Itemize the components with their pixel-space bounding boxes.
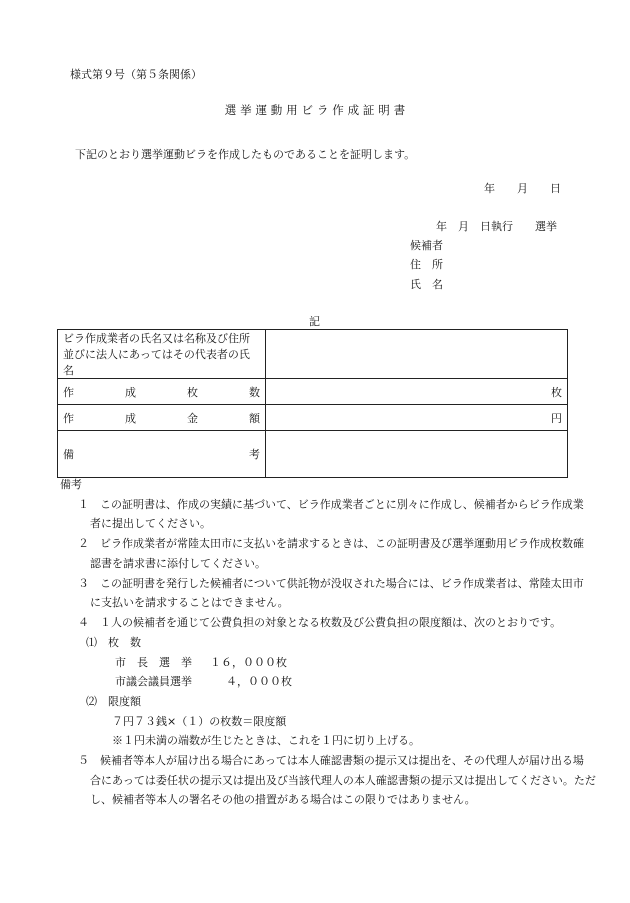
table-row xyxy=(58,405,568,431)
amount-label: 作 成 金 額 xyxy=(58,405,266,431)
quantity-label: 作 成 枚 数 xyxy=(58,379,266,405)
note-1: １ この証明書は、作成の実績に基づいて、ビラ作成業者ごとに別々に作成し、候補者からビラ作成業 xyxy=(78,498,584,511)
council-value: ４，０００枚 xyxy=(226,675,292,688)
note-1-cont: 者に提出してください。 xyxy=(90,517,211,530)
candidate-label: 候補者 xyxy=(410,239,443,252)
amount-value: 円 xyxy=(266,405,568,431)
notes-header: 備考 xyxy=(60,478,82,491)
council-label: 市議会議員選挙 xyxy=(115,675,192,688)
form-id: 様式第９号（第５条関係） xyxy=(70,68,202,81)
rounding-note: ※１円未満の端数が生じたときは、これを１円に切り上げる。 xyxy=(112,734,420,747)
certificate-table xyxy=(57,329,568,478)
table-row xyxy=(58,431,568,478)
quantity-value: 枚 xyxy=(266,379,568,405)
date-month: 月 xyxy=(517,182,528,195)
vendor-value xyxy=(266,330,568,379)
election-line: 年 月 日執行 選挙 xyxy=(436,220,557,233)
formula: ７円７３銭×（１）の枚数＝限度額 xyxy=(112,715,287,728)
page-title: 選 挙 運 動 用 ビ ラ 作 成 証 明 書 xyxy=(224,103,406,117)
note-4-sub2: ⑵ 限度額 xyxy=(86,695,141,708)
name-label: 氏 名 xyxy=(410,278,443,291)
note-3-cont: に支払いを請求することはできません。 xyxy=(90,596,289,609)
note-5-cont1: 合にあっては委任状の提示又は提出及び当該代理人の本人確認書類の提示又は提出してください。ただ xyxy=(90,774,596,787)
mayor-value: １６，０００枚 xyxy=(210,656,287,669)
note-2-cont: 認書を請求書に添付してください。 xyxy=(90,557,266,570)
table-row xyxy=(58,379,568,405)
ki-heading: 記 xyxy=(309,315,320,328)
date-year: 年 xyxy=(484,182,495,195)
note-5: ５ 候補者等本人が届け出る場合にあっては本人確認書類の提示又は提出を、その代理人が届け出る場 xyxy=(78,754,584,767)
date-day: 日 xyxy=(550,182,561,195)
note-2: ２ ビラ作成業者が常陸太田市に支払いを請求するときは、この証明書及び選挙運動用ビラ作成枚数確 xyxy=(78,537,584,550)
note-5-cont2: し、候補者等本人の署名その他の措置がある場合はこの限りではありません。 xyxy=(90,793,476,806)
note-4-sub1: ⑴ 枚 数 xyxy=(86,636,141,649)
table-row xyxy=(58,330,568,379)
mayor-label: 市 長 選 挙 xyxy=(115,656,192,669)
remarks-value xyxy=(266,431,568,478)
date-line xyxy=(484,180,561,196)
remarks-label: 備 考 xyxy=(58,431,266,478)
note-4: ４ １人の候補者を通じて公費負担の対象となる枚数及び公費負担の限度額は、次のとおりです。 xyxy=(78,616,562,629)
note-3: ３ この証明書を発行した候補者について供託物が没収された場合には、ビラ作成業者は、常陸太田市 xyxy=(78,577,584,590)
vendor-label: ビラ作成業者の氏名又は名称及び住所 並びに法人にあってはその代表者の氏名 xyxy=(58,330,266,379)
intro-text: 下記のとおり選挙運動ビラを作成したものであることを証明します。 xyxy=(75,148,416,161)
address-label: 住 所 xyxy=(410,258,443,271)
